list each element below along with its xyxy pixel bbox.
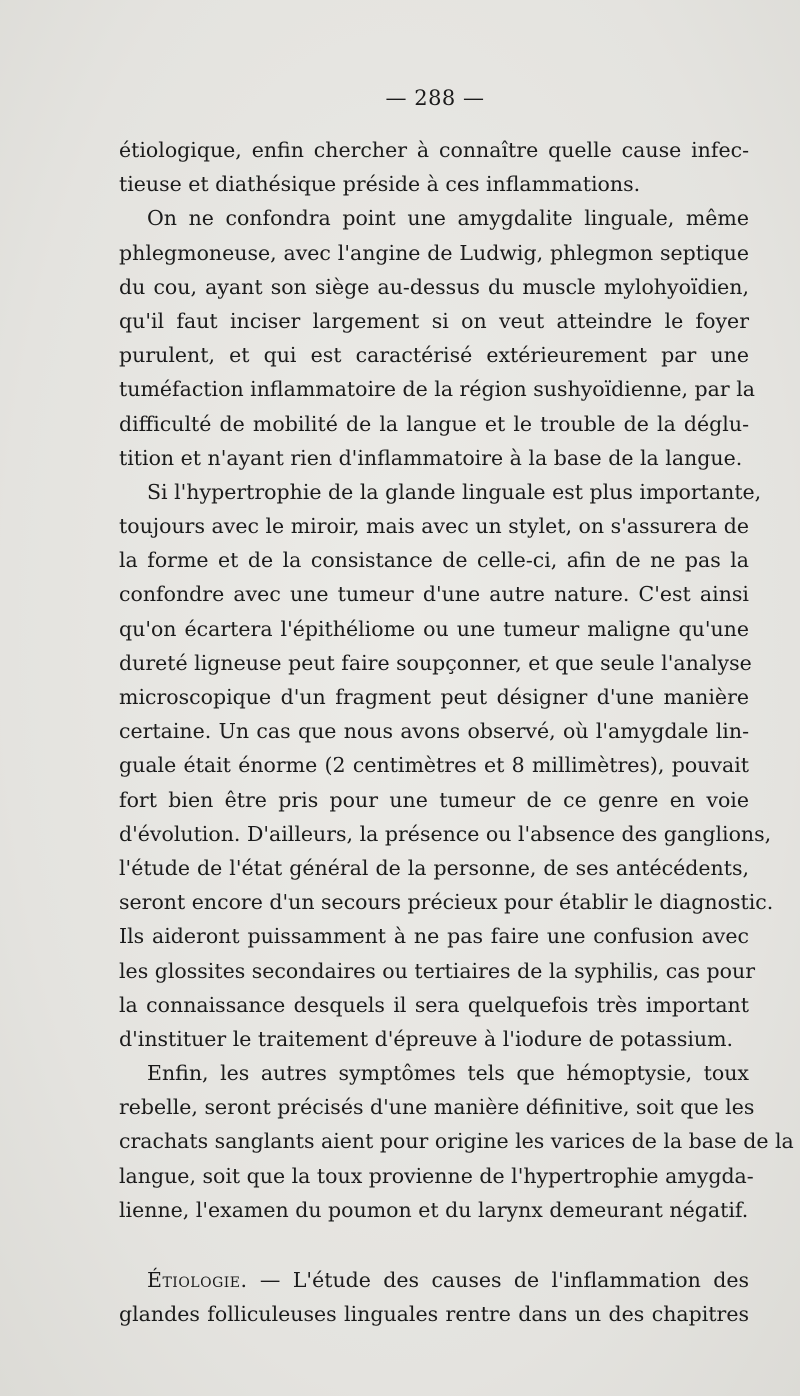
text-line: qu'il faut inciser largement si on veut atteindre le foyer (119, 308, 749, 333)
text-line: d'instituer le traitement d'épreuve à l'iodure de potassium. (119, 1026, 734, 1051)
text-line: toujours avec le miroir, mais avec un stylet, on s'assurera de (119, 514, 749, 539)
text-line: d'évolution. D'ailleurs, la présence ou l'absence des ganglions, (119, 821, 772, 846)
text-line: la forme et de la consistance de celle-ci, afin de ne pas la (119, 548, 749, 573)
text-line: l'étude de l'état général de la personne, de ses antécédents, (119, 855, 749, 880)
text-line: qu'on écartera l'épithéliome ou une tumeur maligne qu'une (119, 616, 749, 641)
text-line: la connaissance desquels il sera quelquefois très important (119, 992, 749, 1017)
text-line: phlegmoneuse, avec l'angine de Ludwig, phlegmon septique (119, 240, 749, 265)
paragraph (119, 475, 774, 1056)
text-line: microscopique d'un fragment peut désigner d'une manière (119, 685, 749, 709)
text-line: tition et n'ayant rien d'inflammatoire à la base de la langue. (119, 445, 743, 470)
section-heading: Étiologie. (147, 1268, 248, 1292)
section-etiologie (119, 1263, 749, 1331)
paragraph (119, 1056, 794, 1227)
text-line: glandes folliculeuses linguales rentre dans un des chapitres (119, 1302, 749, 1327)
text-line: confondre avec une tumeur d'une autre nature. C'est ainsi (119, 582, 749, 607)
text-line: certaine. Un cas que nous avons observé, où l'amygdale lin- (119, 719, 749, 744)
text-line: On ne confondra point une amygdalite linguale, même (147, 206, 749, 231)
paragraph (119, 201, 755, 475)
text-line: les glossites secondaires ou tertiaires de la syphilis, cas pour (119, 958, 755, 983)
text-line: lienne, l'examen du poumon et du larynx demeurant négatif. (119, 1197, 749, 1222)
text-line: étiologique, enfin chercher à connaître quelle cause infec- (119, 138, 749, 162)
text-line (119, 1263, 749, 1297)
text-line: guale était énorme (2 centimètres et 8 millimètres), pouvait (119, 753, 749, 778)
text-line: tieuse et diathésique préside à ces inflammations. (119, 172, 641, 197)
text-line: Enfin, les autres symptômes tels que hémoptysie, toux (147, 1061, 749, 1086)
page-number: — 288 — (385, 86, 485, 110)
section-heading-continuation: — L'étude des causes de l'inflammation des (247, 1268, 749, 1292)
text-line: du cou, ayant son siège au-dessus du muscle mylohyoïdien, (119, 274, 749, 299)
text-line: fort bien être pris pour une tumeur de ce genre en voie (119, 787, 749, 812)
text-line: dureté ligneuse peut faire soupçonner, et que seule l'analyse (119, 650, 752, 675)
paragraph (119, 133, 749, 201)
text-line: Si l'hypertrophie de la glande linguale est plus importante, (147, 479, 762, 504)
text-line: langue, soit que la toux provienne de l'hypertrophie amygda- (119, 1163, 754, 1188)
text-line: tuméfaction inflammatoire de la région sushyoïdienne, par la (119, 377, 755, 402)
text-line: Ils aideront puissamment à ne pas faire une confusion avec (119, 924, 749, 949)
text-line: crachats sanglants aient pour origine les varices de la base de la (119, 1129, 794, 1154)
text-line: rebelle, seront précisés d'une manière définitive, soit que les (119, 1095, 755, 1120)
text-line: seront encore d'un secours précieux pour établir le diagnostic. (119, 890, 774, 915)
text-line: purulent, et qui est caractérisé extérieurement par une (119, 343, 749, 368)
page-body (119, 133, 794, 1331)
section-gap (119, 1227, 749, 1263)
text-line: difficulté de mobilité de la langue et le trouble de la déglu- (119, 411, 749, 436)
